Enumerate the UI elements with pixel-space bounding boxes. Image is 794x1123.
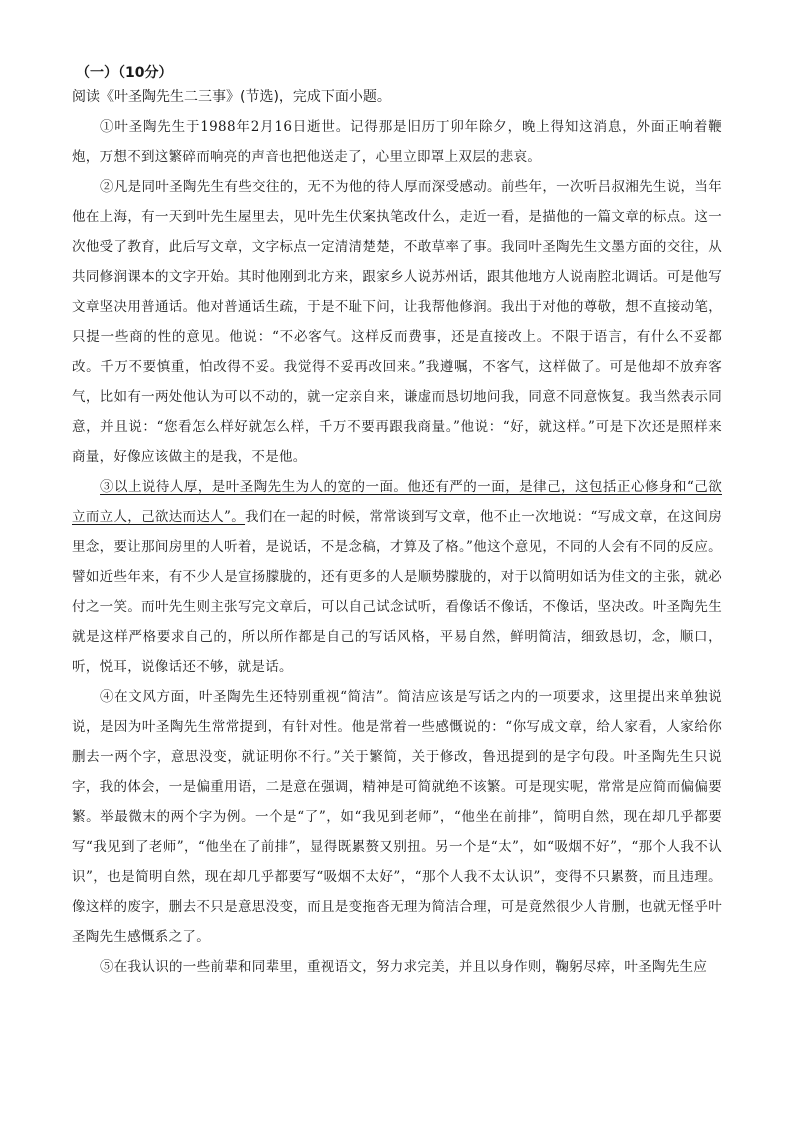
paragraph-5: ⑤在我认识的一些前辈和同辈里，重视语文，努力求完美，并且以身作则，鞠躬尽瘁，叶圣陶先生应 — [100, 959, 708, 975]
paragraph-4: ④在文风方面，叶圣陶先生还特别重视“简洁”。简洁应该是写话之内的一项要求，这里提出来单独说说，是因为叶圣陶先生常常提到，有针对性。他是常着一些感慨说的：“你写成文章，给人家看，人家给你删去一两个字，意思没变，就证明你不行。”关于繁简，关于修改，鲁迅提到的是字句段。叶圣陶先生只说字，我的体会，一是偏重用语，二是意在强调，精神是可简就绝不该繁。可是现实呢，常常是应简而偏偏要繁。举最微末的两个字为例。一个是“了”，如“我见到老师”，“他坐在前排”，简明自然，现在却几乎都要写“我见到了老师”，“他坐在了前排”，显得既累赘又别扭。另一个是“太”，如“吸烟不好”，“那个人我不认识”，也是简明自然，现在却几乎都要写“吸烟不太好”，“那个人我不太认识”，变得不只累赘，而且违理。像这样的废字，删去不只是意思没变，而且是变拖沓无理为简洁合理，可是竟然很少人肯删，也就无怪乎叶圣陶先生感慨系之了。 — [72, 689, 722, 945]
section-title: （一）（10分） — [76, 65, 173, 81]
document-page — [72, 62, 722, 982]
paragraph-3 — [72, 472, 722, 682]
underlined-sentence: ③以上说待人厚，是叶圣陶先生为人的宽的一面。他还有严的一面，是律己，这包括正心修身和“己欲立而立人，己欲达而达人”。 — [72, 479, 722, 525]
reading-instruction: 阅读《叶圣陶先生二三事》(节选)，完成下面小题。 — [72, 89, 391, 105]
paragraph-3-text: 我们在一起的时候，常常谈到写文章，他不止一次地说：“写成文章，在这间房里念，要让那间房里的人听着，是说话，不是念稿，才算及了格。”他这个意见，不同的人会有不同的反应。譬如近些年来，有不少人是宣扬朦胧的，还有更多的人是顺势朦胧的，对于以简明如话为佳文的主张，就必付之一笑。而叶先生则主张写完文章后，可以自己试念试听，看像话不像话，不像话，坚决改。叶圣陶先生就是这样严格要求自己的，所以所作都是自己的写话风格，平易自然，鲜明简洁，细致恳切，念，顺口，听，悦耳，说像话还不够，就是话。 — [72, 509, 722, 675]
paragraph-1: ①叶圣陶先生于1988年2月16日逝世。记得那是旧历丁卯年除夕，晚上得知这消息，外面正响着鞭炮，万想不到这繁碎而响亮的声音也把他送走了，心里立即罩上双层的悲哀。 — [72, 119, 722, 165]
paragraph-2: ②凡是同叶圣陶先生有些交往的，无不为他的待人厚而深受感动。前些年，一次听吕叔湘先生说，当年他在上海，有一天到叶先生屋里去，见叶先生伏案执笔改什么，走近一看，是描他的一篇文章的标点。这一次他受了教育，此后写文章，文字标点一定清清楚楚，不敢草率了事。我同叶圣陶先生文墨方面的交往，从共同修润课本的文字开始。其时他刚到北方来，跟家乡人说苏州话，跟其他地方人说南腔北调话。可是他写文章坚决用普通话。他对普通话生疏，于是不耻下问，让我帮他修润。我出于对他的尊敬，想不直接动笔，只提一些商的性的意见。他说：“不必客气。这样反而费事，还是直接改上。不限于语言，有什么不妥都改。千万不要慎重，怕改得不妥。我觉得不妥再改回来。”我遵嘱，不客气，这样做了。可是他却不放弃客气，比如有一两处他认为可以不动的，就一定亲自来，谦虚而恳切地问我，同意不同意恢复。我当然表示同意，并且说：“您看怎么样好就怎么样，千万不要再跟我商量。”他说：“好，就这样。”可是下次还是照样来商量，好像应该做主的是我，不是他。 — [72, 179, 722, 465]
